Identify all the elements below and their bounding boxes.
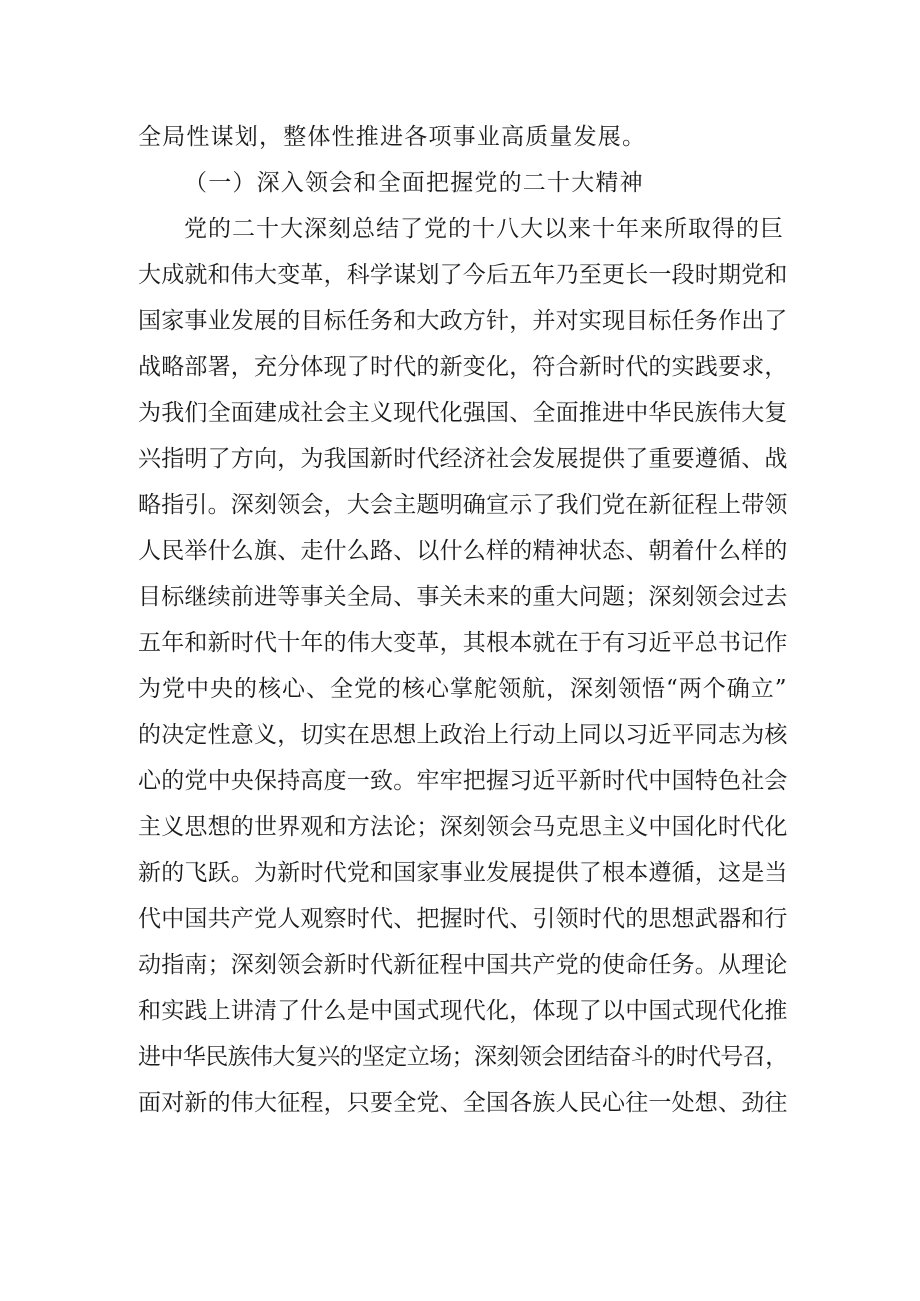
text-line: 人民举什么旗、走什么路、以什么样的精神状态、朝着什么样的 [138, 538, 788, 564]
text-line: 为我们全面建成社会主义现代化强国、全面推进中华民族伟大复 [138, 400, 788, 426]
text-line: 进中华民族伟大复兴的坚定立场；深刻领会团结奋斗的时代号召， [138, 1044, 788, 1070]
text-line: 面对新的伟大征程，只要全党、全国各族人民心往一处想、劲往 [138, 1090, 788, 1116]
text-line: 的决定性意义，切实在思想上政治上行动上同以习近平同志为核 [138, 722, 788, 748]
text-line: 五年和新时代十年的伟大变革，其根本就在于有习近平总书记作 [138, 630, 788, 656]
text-line: 为党中央的核心、全党的核心掌舵领航，深刻领悟“两个确立” [138, 676, 788, 702]
text-line: 心的党中央保持高度一致。牢牢把握习近平新时代中国特色社会 [138, 768, 788, 794]
text-line: 略指引。深刻领会，大会主题明确宣示了我们党在新征程上带领 [138, 492, 788, 518]
text-line: 兴指明了方向，为我国新时代经济社会发展提供了重要遵循、战 [138, 446, 788, 472]
text-line: 主义思想的世界观和方法论；深刻领会马克思主义中国化时代化 [138, 814, 788, 840]
text-line: 动指南；深刻领会新时代新征程中国共产党的使命任务。从理论 [138, 952, 788, 978]
text-line: 战略部署，充分体现了时代的新变化，符合新时代的实践要求， [138, 354, 788, 380]
paragraph-first-line: 党的二十大深刻总结了党的十八大以来十年来所取得的巨 [184, 216, 784, 242]
text-line: 大成就和伟大变革，科学谋划了今后五年乃至更长一段时期党和 [138, 262, 788, 288]
body-text [138, 114, 788, 1126]
text-line: 代中国共产党人观察时代、把握时代、引领时代的思想武器和行 [138, 906, 788, 932]
text-line: 国家事业发展的目标任务和大政方针，并对实现目标任务作出了 [138, 308, 788, 334]
section-heading: （一）深入领会和全面把握党的二十大精神 [184, 170, 644, 196]
text-line: 新的飞跃。为新时代党和国家事业发展提供了根本遵循，这是当 [138, 860, 788, 886]
text-line: 和实践上讲清了什么是中国式现代化，体现了以中国式现代化推 [138, 998, 788, 1024]
text-line: 全局性谋划，整体性推进各项事业高质量发展。 [138, 124, 647, 150]
text-line: 目标继续前进等事关全局、事关未来的重大问题；深刻领会过去 [138, 584, 788, 610]
